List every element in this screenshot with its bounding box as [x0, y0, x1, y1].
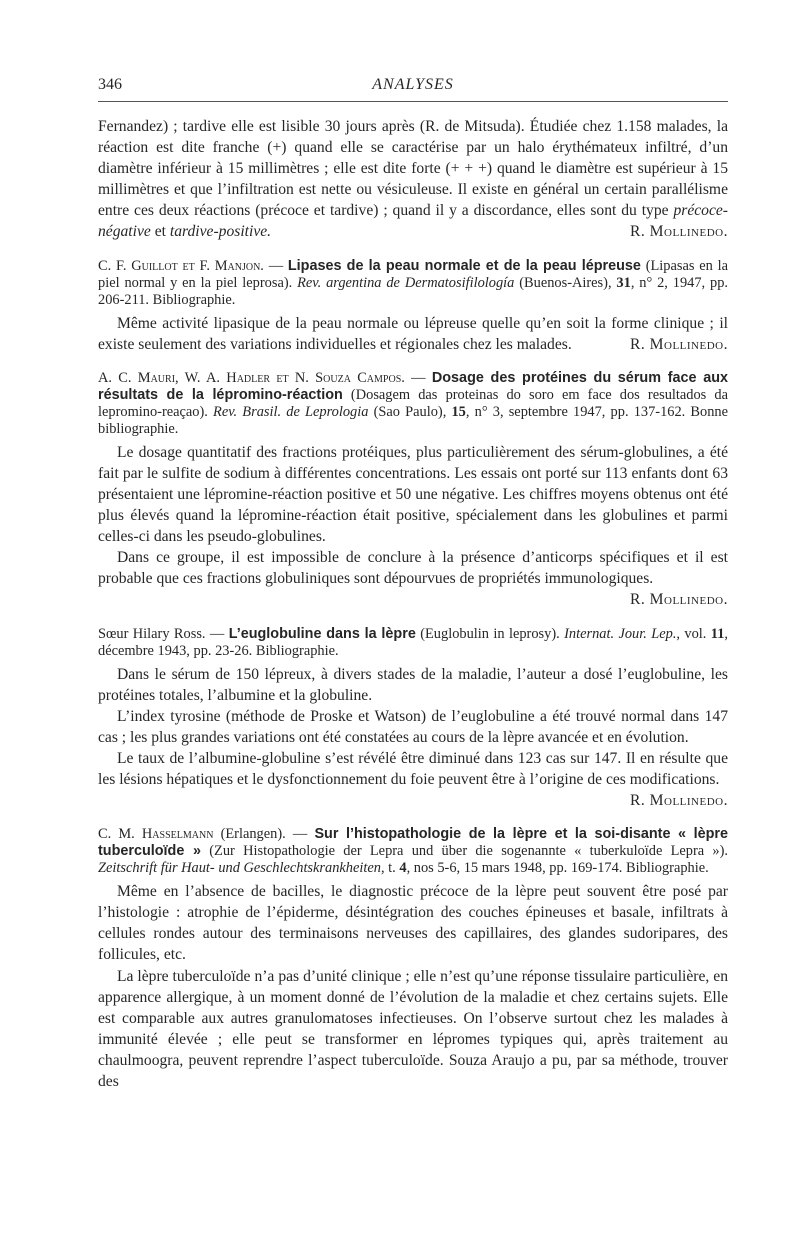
intro-conjunction: et — [150, 223, 170, 241]
summary-paragraph: Même en l’absence de bacilles, le diagnostic précoce de la lèpre peut souvent être posé par l’histologie : atrophie de l’épiderme, désintégration des couches épineuses et basale, infiltrats à cellules rondes autour des terminaisons nerveuses des capillaires, des glandes sudoripares, des follicules, etc. — [98, 883, 728, 964]
summary-paragraph — [98, 748, 728, 811]
summary-paragraph: Dans le sérum de 150 lépreux, à divers stades de la maladie, l’auteur a dosé l’euglobuline, les protéines totales, l’albumine et la globuline. — [98, 665, 728, 704]
cite-dash: — — [205, 625, 229, 642]
cite-original-title: (Zur Histopathologie der Lepra und über die sogenannte « tuberkuloïde Lepra »). — [201, 843, 729, 860]
cite-volume: 4 — [399, 860, 407, 877]
cite-original-title: (Euglobulin in leprosy). — [415, 625, 565, 642]
cite-journal: Rev. Brasil. de Leprologia — [213, 403, 369, 420]
review-entry — [98, 258, 728, 355]
cite-volume: 31 — [616, 274, 631, 291]
cite-journal: Zeitschrift für Haut- und Geschlechtskrankheiten — [98, 860, 381, 877]
running-title: ANALYSES — [372, 76, 454, 93]
cite-affiliation: (Erlangen). — [213, 826, 286, 843]
cite-dash: — — [404, 369, 432, 386]
cite-place: , t. — [380, 860, 400, 877]
intro-term-late: tardive-positive. — [169, 223, 272, 241]
review-entry — [98, 626, 728, 812]
page — [98, 76, 728, 1092]
cite-authors: A. C. Mauri, W. A. Hadler et N. Souza Campos. — [98, 369, 405, 386]
cite-original-title: (Lipasas en la piel normal y en la piel leprosa). — [98, 257, 729, 291]
intro-text: Fernandez) ; tardive elle est lisible 30 jours après (R. de Mitsuda). Étudiée chez 1.158 malades, la réaction est dite franche (+) quand elle se caractérise par un halo érythémateux infiltré, d’un diamètre inférieur à 15 millimètres ; elle est dite forte (+ + +) quand le diamètre est supérieur à 15 millimètres et que l’infiltration est nette ou vésiculeuse. Il existe en général un certain parallélisme entre ces deux réactions (précoce et tardive) ; quand il y a discordance, elles sont du type — [98, 118, 728, 220]
cite-title: L’euglobuline dans la lèpre — [228, 625, 416, 642]
cite-dash: — — [285, 826, 315, 843]
cite-authors: C. M. Hasselmann — [98, 826, 214, 843]
reviewer-signature: R. Mollinedo. — [629, 335, 728, 353]
summary-text: Dans ce groupe, il est impossible de conclure à la présence d’anticorps spécifiques et il est probable que ces fractions globuliniques sont dépourvues de propriétés immunologiques. — [98, 549, 728, 588]
page-number: 346 — [98, 76, 122, 93]
citation — [98, 826, 728, 877]
cite-details: , décembre 1943, pp. 23-26. Bibliographie. — [98, 625, 729, 659]
review-entry — [98, 826, 728, 1092]
cite-journal: Rev. argentina de Dermatosifilología — [297, 274, 515, 291]
citation — [98, 370, 728, 438]
summary-paragraph — [98, 547, 728, 610]
summary-paragraph: L’index tyrosine (méthode de Proske et Watson) de l’euglobuline a été trouvé normal dans 147 cas ; les plus grandes variations ont été constatées au cours de la lèpre avancée et en évolution. — [98, 707, 728, 746]
cite-authors: Sœur Hilary Ross. — [98, 625, 206, 642]
cite-title: Sur l’histopathologie de la lèpre et la soi-disante « lèpre tuberculoïde » — [98, 826, 728, 860]
cite-place: (Buenos-Aires), — [514, 274, 617, 291]
article-body — [98, 116, 728, 1092]
cite-dash: — — [263, 257, 288, 274]
cite-volume: 15 — [451, 403, 466, 420]
citation — [98, 258, 728, 309]
cite-authors: C. F. Guillot et F. Manjon. — [98, 257, 264, 274]
cite-title: Dosage des protéines du sérum face aux résultats de la lépromino-réaction — [98, 369, 728, 403]
summary-paragraph: La lèpre tuberculoïde n’a pas d’unité clinique ; elle n’est qu’une réponse tissulaire particulière, en apparence allergique, à un moment donné de l’évolution de la maladie et chez certains sujets. Elle est comparable aux autres granulomatoses infectieuses. On l’observe surtout chez les malades à immunité élevée ; elle peut se transformer en lépromes typiques qui, après traitement au chaulmoogra, peuvent reprendre l’aspect tuberculoïde. Souza Araujo a pu, par sa méthode, trouver des — [98, 967, 728, 1090]
cite-details: , n° 2, 1947, pp. 206-211. Bibliographie. — [98, 274, 728, 308]
intro-term-early: précoce-négative — [98, 202, 728, 241]
cite-title: Lipases de la peau normale et de la peau lépreuse — [287, 257, 641, 274]
header-rule — [98, 101, 728, 102]
cite-original-title: (Dosagem das proteinas do soro em face dos resultados da lepromino-reaçao). — [98, 386, 729, 420]
cite-place: , vol. — [676, 625, 711, 642]
running-head — [98, 76, 728, 98]
reviewer-signature: R. Mollinedo. — [629, 591, 728, 609]
review-entry — [98, 370, 728, 611]
reviewer-signature: R. Mollinedo. — [629, 223, 728, 241]
cite-details: , nos 5-6, 15 mars 1948, pp. 169-174. Bibliographie. — [406, 860, 709, 877]
citation — [98, 626, 728, 660]
cite-details: , n° 3, septembre 1947, pp. 137-162. Bonne bibliographie. — [98, 403, 729, 437]
summary-paragraph — [98, 313, 728, 355]
summary-text: Le taux de l’albumine-globuline s’est révélé être diminué dans 123 cas sur 147. Il en résulte que les lésions hépatiques et le dysfonctionnement du foie peuvent être à l’origine de ces modifications. — [98, 749, 728, 788]
intro-paragraph — [98, 116, 728, 243]
summary-text: Même activité lipasique de la peau normale ou lépreuse quelle qu’en soit la forme clinique ; il existe seulement des variations individuelles et régionales chez les malades. — [98, 314, 728, 353]
cite-place: (Sao Paulo), — [368, 403, 452, 420]
summary-paragraph: Le dosage quantitatif des fractions protéiques, plus particulièrement des sérum-globulines, a été fait par le sulfite de sodium à différentes concentrations. Les essais ont porté sur 113 enfants dont 63 présentaient une lépromine-réaction positive et 50 une négative. Les chiffres moyens obtenus ont été plus élevés quand la lépromine-réaction était positive, spécialement dans les globulines et parmi celles-ci dans les pseudo-globulines. — [98, 443, 728, 546]
reviewer-signature: R. Mollinedo. — [629, 792, 728, 810]
cite-journal: Internat. Jour. Lep. — [564, 625, 677, 642]
cite-volume: 11 — [710, 625, 725, 642]
